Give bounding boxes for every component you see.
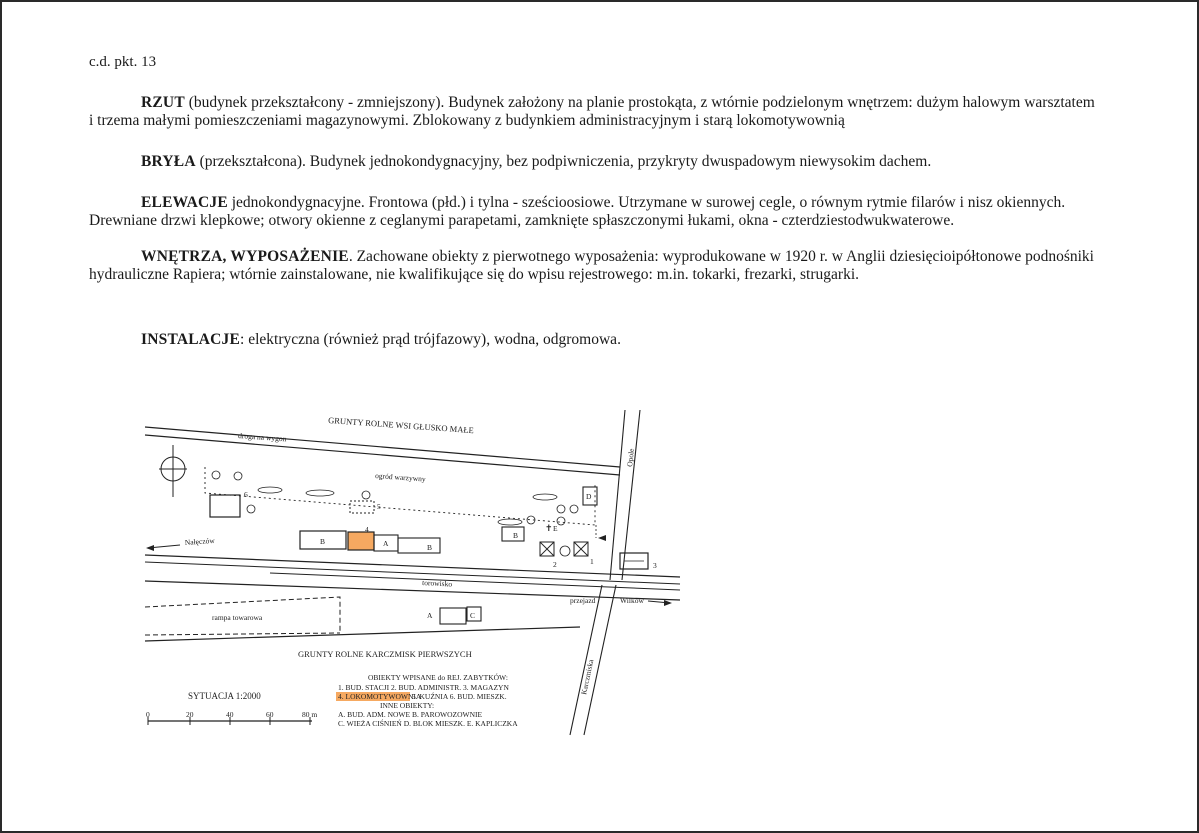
- tree-icon: [362, 491, 370, 499]
- road-line: [145, 427, 620, 467]
- paragraph-rzut: [89, 94, 1099, 130]
- tree-icon: [557, 505, 565, 513]
- tracks-label: torowisko: [421, 578, 453, 589]
- label-e: E: [553, 524, 558, 533]
- street-label: Karczmiska: [579, 658, 596, 696]
- heading-elewacje: ELEWACJE: [141, 194, 228, 211]
- shrub-icon: [498, 519, 522, 525]
- scale-tick-80: 80 m: [302, 710, 318, 719]
- legend-line-1: 1. BUD. STACJI 2. BUD. ADMINISTR. 3. MAGAZYN: [338, 683, 509, 692]
- site-plan: [140, 405, 700, 745]
- scale-tick-20: 20: [186, 710, 194, 719]
- scale-tick-60: 60: [266, 710, 274, 719]
- shrub-icon: [533, 494, 557, 500]
- heading-instalacje: INSTALACJE: [141, 331, 241, 348]
- tree-icon: [557, 517, 565, 525]
- road-wygon-label: droga na wygon: [237, 431, 287, 444]
- bottom-label: GRUNTY ROLNE KARCZMISK PIERWSZYCH: [298, 649, 472, 659]
- shrub-icon: [306, 490, 334, 496]
- tree-icon: [212, 471, 220, 479]
- legend-line-2b: 5. KUŹNIA 6. BUD. MIESZK.: [412, 692, 507, 701]
- building-4-highlight: [348, 532, 374, 550]
- label-3: 3: [653, 561, 657, 570]
- shrub-icon: [258, 487, 282, 493]
- text-elewacje: jednokondygnacyjne. Frontowa (płd.) i tylna - sześcioosiowe. Utrzymane w surowej cegle, o równym rytmie filarów i nisz okiennych. Drewniane drzwi klepkowe; otwory okienne z ceglanymi parapetami, zamknięte spłaszczonymi łukami, okna - czterdziestodwukwaterowe.: [89, 194, 1066, 229]
- text-rzut: (budynek przekształcony - zmniejszony). Budynek założony na planie prostokąta, z wtórnie podzielonym wnętrzem: dużym halowym warsztatem i trzema małymi pomieszczeniami magazynowymi. Zblokowany z budynkiem administracyjnym i starą lokomotywownią: [89, 94, 1095, 129]
- label-a1: A: [383, 539, 389, 548]
- label-6: 6: [244, 490, 248, 499]
- building-6: [210, 495, 240, 517]
- top-label: GRUNTY ROLNE WSI GŁUSKO MAŁE: [327, 415, 475, 436]
- label-1: 1: [590, 557, 594, 566]
- building-a2: [440, 608, 466, 624]
- ramp-label: rampa towarowa: [212, 613, 263, 622]
- scale-title: SYTUACJA 1:2000: [188, 691, 261, 701]
- tree-icon: [570, 505, 578, 513]
- opole-road: [622, 410, 640, 580]
- building-b2: [398, 538, 440, 553]
- direction-left-label: Nałęczów: [184, 535, 216, 547]
- label-5: 5: [377, 502, 381, 511]
- reference-number: c.d. pkt. 13: [89, 54, 157, 70]
- text-wnetrza: . Zachowane obiekty z pierwotnego wyposażenia: wyprodukowane w 1920 r. w Anglii dziesięcioipółtonowe podnośniki hydrauliczne Rapiera; wtórnie zainstalowane, nie kwalifikujące się do wpisu rejestrowego: m.in. tokarki, frezarki, strugarki.: [89, 248, 1094, 283]
- chapel-icon: ✝: [545, 523, 553, 533]
- legend-line-4: C. WIEŻA CIŚNIEŃ D. BLOK MIESZK. E. KAPLICZKA: [338, 719, 518, 728]
- opole-road: [610, 410, 625, 580]
- tree-icon: [234, 472, 242, 480]
- heading-bryla: BRYŁA: [141, 153, 196, 170]
- tree-icon: [247, 505, 255, 513]
- label-4: 4: [365, 525, 369, 534]
- label-b3: B: [513, 531, 519, 540]
- garden-label: ogród warzywny: [374, 471, 426, 484]
- paragraph-bryla: [89, 153, 1099, 171]
- label-b1: B: [320, 537, 326, 546]
- label-b2: B: [427, 543, 433, 552]
- paragraph-elewacje: [89, 194, 1099, 230]
- crossing-label: przejazd: [570, 596, 596, 605]
- direction-top-label: Opole: [625, 448, 636, 468]
- text-instalacje: : elektryczna (również prąd trójfazowy), wodna, odgromowa.: [240, 331, 621, 348]
- heading-wnetrza: WNĘTRZA, WYPOSAŻENIE: [141, 248, 349, 265]
- track-line: [145, 562, 680, 584]
- road-line: [145, 435, 620, 475]
- heading-rzut: RZUT: [141, 94, 185, 111]
- text-bryla: (przekształcona). Budynek jednokondygnacyjny, bez podpiwniczenia, przykryty dwuspadowym niewysokim dachem.: [199, 153, 932, 170]
- arrow-icon: [598, 535, 606, 541]
- legend-other: INNE OBIEKTY:: [380, 701, 435, 710]
- tree-icon: [560, 546, 570, 556]
- site-plan-drawing: [140, 405, 700, 745]
- paragraph-instalacje: [89, 331, 1099, 349]
- track-line: [145, 555, 680, 577]
- scale-tick-40: 40: [226, 710, 234, 719]
- legend-line-3: A. BUD. ADM. NOWE B. PAROWOZOWNIE: [338, 710, 483, 719]
- label-2: 2: [553, 560, 557, 569]
- label-c: C: [470, 611, 476, 620]
- paragraph-wnetrza: [89, 248, 1099, 284]
- legend-line-2a: 4. LOKOMOTYWOWNIA: [338, 692, 422, 701]
- direction-right-arrow: [664, 600, 672, 606]
- label-a2: A: [427, 611, 433, 620]
- label-d: D: [586, 492, 592, 501]
- scale-tick-0: 0: [146, 710, 150, 719]
- direction-right-label: Wilków: [620, 596, 644, 605]
- legend-title: OBIEKTY WPISANE do REJ. ZABYTKÓW:: [368, 673, 508, 682]
